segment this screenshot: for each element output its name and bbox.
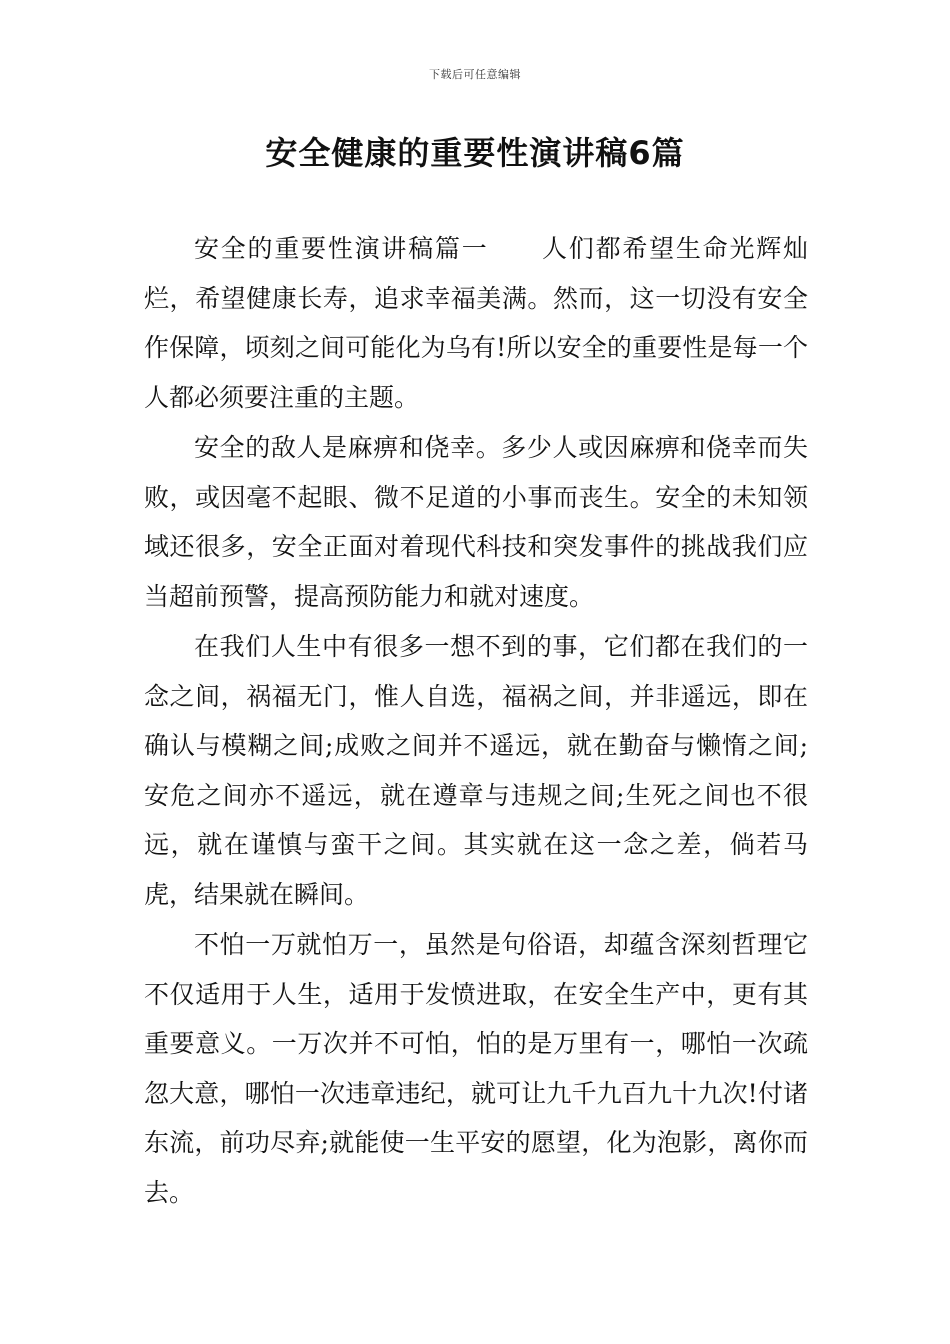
header-note: 下载后可任意编辑 (429, 68, 521, 81)
paragraph-4: 不怕一万就怕万一，虽然是句俗语，却蕴含深刻哲理它不仅适用于人生，适用于发愤进取，在安全生产中，更有其重要意义。一万次并不可怕，怕的是万里有一，哪怕一次疏忽大意，哪怕一次违章违纪，就可让九千九百九十九次!付诸东流，前功尽弃;就能使一生平安的愿望，化为泡影，离你而去。 (144, 930, 808, 1208)
paragraph-1: 安全的重要性演讲稿篇一 人们都希望生命光辉灿烂，希望健康长寿，追求幸福美满。然而，这一切没有安全作保障，顷刻之间可能化为乌有!所以安全的重要性是每一个人都必须要注重的主题。 (144, 234, 808, 412)
paragraph-3: 在我们人生中有很多一想不到的事，它们都在我们的一念之间，祸福无门，惟人自选，福祸之间，并非遥远，即在确认与模糊之间;成败之间并不遥远，就在勤奋与懒惰之间;安危之间亦不遥远，就在遵章与违规之间;生死之间也不很远，就在谨慎与蛮干之间。其实就在这一念之差，倘若马虎，结果就在瞬间。 (144, 631, 808, 909)
document-body (144, 224, 808, 1218)
paragraph-2: 安全的敌人是麻痹和侥幸。多少人或因麻痹和侥幸而失败，或因毫不起眼、微不足道的小事而丧生。安全的未知领域还很多，安全正面对着现代科技和突发事件的挑战我们应当超前预警，提高预防能力和就对速度。 (144, 432, 808, 611)
document-title: 安全健康的重要性演讲稿6篇 (265, 134, 685, 172)
